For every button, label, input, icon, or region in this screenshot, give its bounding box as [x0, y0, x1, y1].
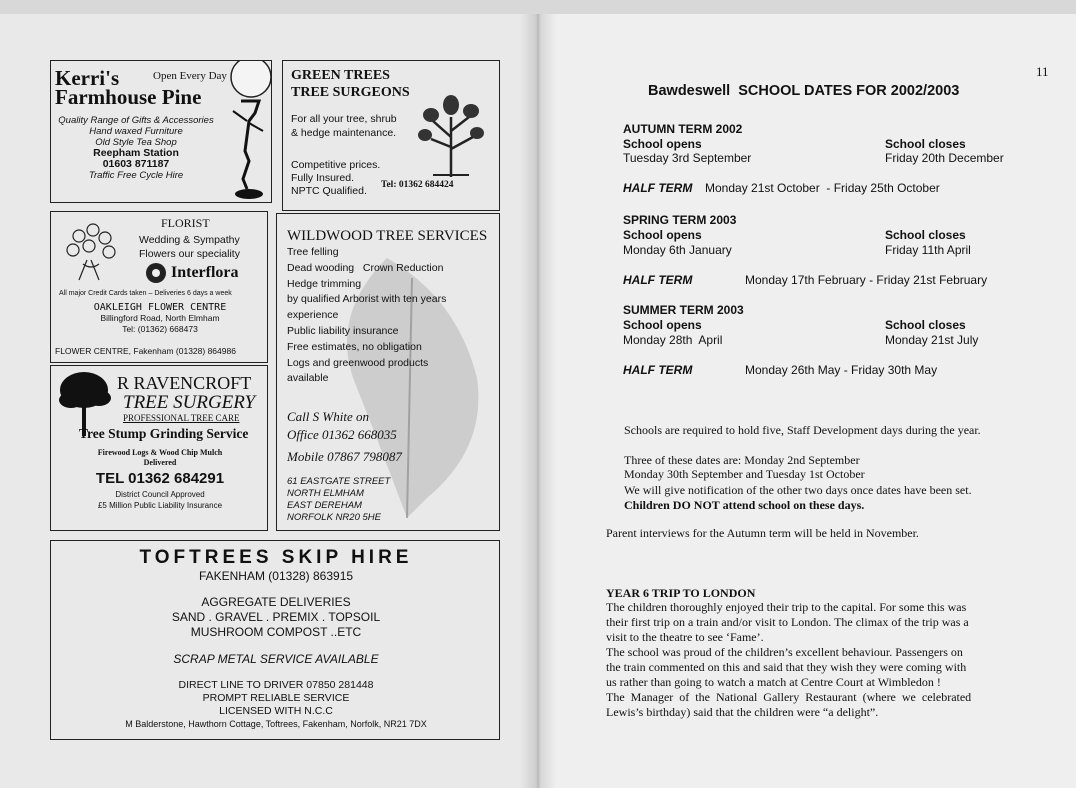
green-trees-title: GREEN TREES: [291, 68, 390, 83]
toftrees-address: M Balderstone, Hawthorn Cottage, Toftrees, Fakenham, Norfolk, NR21 7DX: [125, 719, 427, 729]
three-dates-line-2: Monday 30th September and Tuesday 1st October: [624, 467, 865, 481]
ravencroft-service: Tree Stump Grinding Service: [79, 426, 249, 441]
summer-closes-date: Monday 21st July: [885, 333, 979, 347]
green-trees-line-1: For all your tree, shrub: [291, 113, 397, 125]
wildwood-address-line: EAST DEREHAM: [287, 500, 362, 511]
trip-line: their first trip on a train and/or visit to London. The climax of the trip was a: [606, 615, 969, 629]
page-gutter: [520, 14, 556, 788]
autumn-half-dates: Monday 21st October - Friday 25th October: [705, 181, 940, 195]
autumn-opens-date: Tuesday 3rd September: [623, 151, 752, 165]
summer-opens-date: Monday 28th April: [623, 333, 723, 347]
spring-closes-date: Friday 11th April: [885, 243, 971, 257]
ravencroft-ad: [50, 365, 268, 531]
page-number: 11: [1036, 64, 1049, 79]
kerris-name-2: Farmhouse Pine: [55, 85, 202, 109]
summer-opens-label: School opens: [623, 318, 702, 332]
wildwood-item: Logs and greenwood products: [287, 356, 429, 369]
lamp-figure-icon: [219, 61, 272, 203]
trip-line: The school was proud of the children’s excellent behaviour. Passengers on: [606, 645, 963, 659]
green-trees-tel: Tel: 01362 684424: [381, 180, 454, 190]
children-note: Children DO NOT attend school on these days.: [624, 498, 865, 512]
toftrees-line-1: AGGREGATE DELIVERIES: [201, 595, 351, 609]
page-title: Bawdeswell SCHOOL DATES FOR 2002/2003: [648, 83, 960, 99]
spring-opens-date: Monday 6th January: [623, 243, 732, 257]
kerris-station: Reepham Station: [93, 147, 179, 159]
autumn-heading: AUTUMN TERM 2002: [623, 122, 743, 136]
autumn-half-label: HALF TERM: [623, 181, 693, 195]
wildwood-item: Public liability insurance: [287, 324, 399, 337]
ravencroft-title: TREE SURGERY: [123, 392, 256, 413]
green-trees-line-5: NPTC Qualified.: [291, 185, 367, 197]
ravencroft-insurance: £5 Million Public Liability Insurance: [97, 501, 223, 510]
toftrees-line-2: SAND . GRAVEL . PREMIX . TOPSOIL: [171, 610, 381, 624]
florist-line-1: Wedding & Sympathy: [139, 234, 240, 246]
trip-line: the train commented on this and said that they wish they were coming with: [606, 660, 967, 674]
toftrees-direct: DIRECT LINE TO DRIVER 07850 281448: [178, 679, 374, 691]
florist-address: Billingford Road, North Elmham: [100, 313, 220, 323]
kerris-footer: Traffic Free Cycle Hire: [88, 170, 184, 181]
ravencroft-name: R RAVENCROFT: [117, 373, 252, 393]
kerris-line-2: Hand waxed Furniture: [89, 126, 183, 137]
toftrees-ad: [50, 540, 500, 740]
toftrees-phone: FAKENHAM (01328) 863915: [198, 569, 354, 583]
wildwood-item: available: [287, 372, 329, 385]
wildwood-address-line: NORTH ELMHAM: [287, 488, 364, 499]
kerris-open: Open Every Day: [153, 70, 227, 82]
toftrees-title: TOFTREES SKIP HIRE: [139, 547, 413, 568]
spring-heading: SPRING TERM 2003: [623, 213, 737, 227]
staff-days-note: Schools are required to hold five, Staff Development days during the year.: [624, 423, 981, 437]
ravencroft-sub: PROFESSIONAL TREE CARE: [123, 413, 240, 423]
parent-interviews-note: Parent interviews for the Autumn term will be held in November.: [606, 526, 919, 540]
spring-closes-label: School closes: [885, 228, 966, 242]
wildwood-address-line: NORFOLK NR20 5HE: [287, 512, 381, 523]
florist-brand: Interflora: [171, 264, 239, 281]
trip-line: visit to the theatre to see ‘Fame’.: [606, 630, 764, 644]
wildwood-ad: [276, 213, 500, 531]
summer-heading: SUMMER TERM 2003: [623, 303, 744, 317]
summer-closes-label: School closes: [885, 318, 966, 332]
three-dates-line-1: Three of these dates are: Monday 2nd September: [624, 453, 860, 467]
green-trees-line-4: Fully Insured.: [291, 172, 355, 184]
trip-line: us rather than going to watch a match at Centre Court at Wimbledon !: [606, 675, 941, 689]
autumn-opens-label: School opens: [623, 137, 702, 151]
interflora-logo-icon: [145, 262, 167, 284]
kerris-farmhouse-ad: [50, 60, 272, 203]
wildwood-item: Dead wooding Crown Reduction: [287, 261, 444, 274]
wildwood-item: Tree felling: [287, 246, 339, 258]
wildwood-item: experience: [287, 309, 339, 322]
kerris-phone: 01603 871187: [102, 158, 170, 170]
ravencroft-approved: District Council Approved: [115, 490, 205, 499]
tree-icon: [413, 87, 489, 179]
florist-tel: Tel: (01362) 668473: [122, 324, 198, 334]
trip-heading: YEAR 6 TRIP TO LONDON: [606, 586, 756, 600]
spring-opens-label: School opens: [623, 228, 702, 242]
wildwood-item: Free estimates, no obligation: [287, 340, 422, 353]
kerris-line-1: Quality Range of Gifts & Accessories: [58, 115, 214, 126]
florist-footer: FLOWER CENTRE, Fakenham (01328) 864986: [55, 346, 236, 356]
wildwood-item: Hedge trimming: [287, 277, 362, 290]
wildwood-title: WILDWOOD TREE SERVICES: [287, 228, 488, 244]
wildwood-call: Call S White on: [287, 409, 369, 424]
wildwood-address-line: 61 EASTGATE STREET: [287, 476, 391, 487]
green-trees-line-2: & hedge maintenance.: [291, 127, 397, 139]
trip-line: The children thoroughly enjoyed their trip to the capital. For some this was: [606, 600, 967, 614]
trip-line: The Manager of the National Gallery Restaurant (where we celebrated: [606, 690, 972, 704]
autumn-closes-date: Friday 20th December: [885, 151, 1004, 165]
florist-ad: [50, 211, 268, 363]
autumn-closes-label: School closes: [885, 137, 966, 151]
wildwood-mobile: Mobile 07867 798087: [287, 449, 402, 464]
florist-line-2: Flowers our speciality: [139, 248, 240, 260]
trip-line: Lewis’s birthday) said that the children were “a delight”.: [606, 705, 879, 719]
spring-half-label: HALF TERM: [623, 273, 693, 287]
scan-top-edge: [0, 0, 1076, 14]
wildwood-office: Office 01362 668035: [287, 427, 397, 442]
toftrees-scrap: SCRAP METAL SERVICE AVAILABLE: [173, 652, 379, 666]
green-trees-subtitle: TREE SURGEONS: [291, 85, 410, 100]
toftrees-licensed: LICENSED WITH N.C.C: [219, 705, 333, 717]
summer-half-label: HALF TERM: [623, 363, 693, 377]
green-trees-ad: [282, 60, 500, 211]
ravencroft-logs-1: Firewood Logs & Wood Chip Mulch: [97, 448, 223, 457]
bouquet-icon: [59, 220, 125, 284]
ravencroft-logs-2: Delivered: [143, 458, 177, 467]
spring-half-dates: Monday 17th February - Friday 21st February: [745, 273, 988, 287]
kerris-line-3: Old Style Tea Shop: [95, 137, 177, 148]
green-trees-line-3: Competitive prices.: [291, 159, 381, 171]
florist-title: FLORIST: [161, 216, 210, 230]
toftrees-line-3: MUSHROOM COMPOST ..ETC: [190, 625, 362, 639]
ravencroft-tel: TEL 01362 684291: [95, 470, 225, 487]
notification-note: We will give notification of the other two days once dates have been set.: [624, 483, 972, 497]
toftrees-prompt: PROMPT RELIABLE SERVICE: [202, 692, 350, 704]
wildwood-item: by qualified Arborist with ten years: [287, 293, 447, 306]
summer-half-dates: Monday 26th May - Friday 30th May: [745, 363, 938, 377]
florist-credit: All major Credit Cards taken – Deliveries 6 days a week: [59, 290, 232, 297]
florist-name: OAKLEIGH FLOWER CENTRE: [93, 302, 227, 313]
kerris-name: Kerri's: [55, 66, 120, 90]
